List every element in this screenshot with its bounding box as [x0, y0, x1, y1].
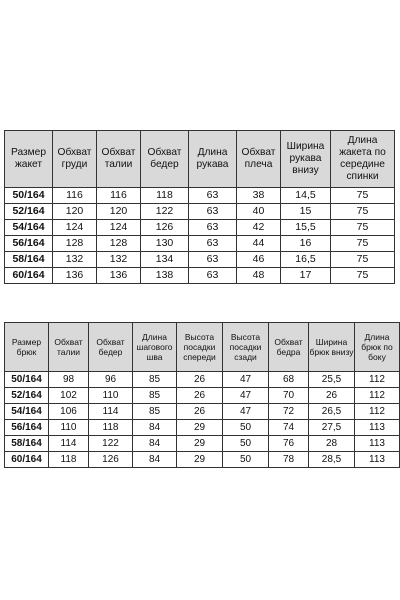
table-cell: 47: [223, 388, 269, 404]
table-cell: 28: [309, 436, 355, 452]
jacket-header-hips: Обхват бедер: [141, 131, 189, 188]
table-row: [5, 388, 400, 404]
table-cell: 112: [355, 404, 400, 420]
table-cell: 17: [281, 268, 331, 284]
jacket-header-waist: Обхват талии: [97, 131, 141, 188]
table-cell: 50: [223, 420, 269, 436]
size-cell: 54/164: [5, 220, 53, 236]
table-cell: 76: [269, 436, 309, 452]
table-cell: 132: [53, 252, 97, 268]
table-cell: 63: [189, 252, 237, 268]
table-cell: 50: [223, 436, 269, 452]
table-cell: 29: [177, 420, 223, 436]
table-cell: 50: [223, 452, 269, 468]
table-cell: 128: [97, 236, 141, 252]
jacket-header-back-length: Длина жакета по середине спинки: [331, 131, 395, 188]
table-cell: 46: [237, 252, 281, 268]
pants-table-body: [5, 372, 400, 468]
table-cell: 85: [133, 372, 177, 388]
table-row: [5, 452, 400, 468]
table-cell: 114: [89, 404, 133, 420]
table-cell: 98: [49, 372, 89, 388]
table-cell: 75: [331, 220, 395, 236]
table-cell: 84: [133, 436, 177, 452]
table-cell: 29: [177, 436, 223, 452]
table-cell: 118: [141, 188, 189, 204]
table-cell: 136: [97, 268, 141, 284]
table-cell: 118: [89, 420, 133, 436]
size-cell: 52/164: [5, 388, 49, 404]
table-cell: 134: [141, 252, 189, 268]
table-cell: 124: [53, 220, 97, 236]
table-row: [5, 236, 395, 252]
table-cell: 106: [49, 404, 89, 420]
pants-header-waist: Обхват талии: [49, 323, 89, 372]
jacket-header-row: [5, 131, 395, 188]
pants-header-row: [5, 323, 400, 372]
table-row: [5, 188, 395, 204]
table-cell: 112: [355, 388, 400, 404]
pants-header-thigh: Обхват бедра: [269, 323, 309, 372]
table-cell: 26: [309, 388, 355, 404]
table-row: [5, 404, 400, 420]
table-cell: 128: [53, 236, 97, 252]
table-cell: 130: [141, 236, 189, 252]
table-cell: 113: [355, 420, 400, 436]
jacket-header-sleeve-length: Длина рукава: [189, 131, 237, 188]
table-cell: 75: [331, 236, 395, 252]
size-cell: 56/164: [5, 420, 49, 436]
table-cell: 63: [189, 268, 237, 284]
table-cell: 113: [355, 452, 400, 468]
pants-header-hem-width: Ширина брюк внизу: [309, 323, 355, 372]
table-cell: 63: [189, 236, 237, 252]
table-cell: 116: [53, 188, 97, 204]
pants-header-side-length: Длина брюк по боку: [355, 323, 400, 372]
table-cell: 84: [133, 452, 177, 468]
table-cell: 78: [269, 452, 309, 468]
pants-header-inseam: Длина шагового шва: [133, 323, 177, 372]
size-cell: 50/164: [5, 372, 49, 388]
table-row: [5, 220, 395, 236]
table-cell: 132: [97, 252, 141, 268]
size-cell: 60/164: [5, 452, 49, 468]
table-cell: 75: [331, 188, 395, 204]
pants-header-back-rise: Высота посадки сзади: [223, 323, 269, 372]
table-cell: 120: [53, 204, 97, 220]
table-cell: 68: [269, 372, 309, 388]
table-cell: 38: [237, 188, 281, 204]
table-cell: 63: [189, 204, 237, 220]
size-cell: 58/164: [5, 436, 49, 452]
table-cell: 26: [177, 404, 223, 420]
table-row: [5, 372, 400, 388]
jacket-header-chest: Обхват груди: [53, 131, 97, 188]
table-cell: 15,5: [281, 220, 331, 236]
table-cell: 126: [89, 452, 133, 468]
table-cell: 118: [49, 452, 89, 468]
table-cell: 29: [177, 452, 223, 468]
table-cell: 75: [331, 252, 395, 268]
table-cell: 47: [223, 372, 269, 388]
table-row: [5, 268, 395, 284]
table-cell: 84: [133, 420, 177, 436]
size-cell: 58/164: [5, 252, 53, 268]
table-cell: 14,5: [281, 188, 331, 204]
table-cell: 63: [189, 220, 237, 236]
size-cell: 60/164: [5, 268, 53, 284]
size-cell: 54/164: [5, 404, 49, 420]
jacket-header-shoulder: Обхват плеча: [237, 131, 281, 188]
jacket-header-sleeve-width: Ширина рукава внизу: [281, 131, 331, 188]
table-cell: 85: [133, 388, 177, 404]
pants-header-size: Размер брюк: [5, 323, 49, 372]
table-cell: 28,5: [309, 452, 355, 468]
table-cell: 26: [177, 388, 223, 404]
table-cell: 70: [269, 388, 309, 404]
table-cell: 75: [331, 204, 395, 220]
pants-header-front-rise: Высота посадки спереди: [177, 323, 223, 372]
table-cell: 16,5: [281, 252, 331, 268]
table-row: [5, 252, 395, 268]
table-cell: 74: [269, 420, 309, 436]
table-row: [5, 204, 395, 220]
pants-size-table: [4, 322, 400, 468]
table-cell: 40: [237, 204, 281, 220]
table-cell: 126: [141, 220, 189, 236]
table-row: [5, 436, 400, 452]
table-cell: 42: [237, 220, 281, 236]
table-cell: 110: [49, 420, 89, 436]
table-cell: 112: [355, 372, 400, 388]
table-cell: 102: [49, 388, 89, 404]
table-cell: 122: [89, 436, 133, 452]
table-cell: 63: [189, 188, 237, 204]
size-cell: 56/164: [5, 236, 53, 252]
pants-header-hips: Обхват бедер: [89, 323, 133, 372]
table-cell: 26,5: [309, 404, 355, 420]
size-cell: 52/164: [5, 204, 53, 220]
table-cell: 72: [269, 404, 309, 420]
table-cell: 15: [281, 204, 331, 220]
table-cell: 110: [89, 388, 133, 404]
table-cell: 114: [49, 436, 89, 452]
table-cell: 136: [53, 268, 97, 284]
table-cell: 120: [97, 204, 141, 220]
table-cell: 25,5: [309, 372, 355, 388]
table-cell: 85: [133, 404, 177, 420]
table-cell: 124: [97, 220, 141, 236]
table-cell: 116: [97, 188, 141, 204]
table-cell: 75: [331, 268, 395, 284]
table-cell: 44: [237, 236, 281, 252]
table-cell: 48: [237, 268, 281, 284]
table-cell: 96: [89, 372, 133, 388]
table-cell: 26: [177, 372, 223, 388]
jacket-table-body: [5, 188, 395, 284]
jacket-header-size: Размер жакет: [5, 131, 53, 188]
table-cell: 138: [141, 268, 189, 284]
table-row: [5, 420, 400, 436]
table-cell: 16: [281, 236, 331, 252]
table-cell: 122: [141, 204, 189, 220]
table-cell: 27,5: [309, 420, 355, 436]
table-cell: 113: [355, 436, 400, 452]
jacket-size-table: [4, 130, 395, 284]
table-cell: 47: [223, 404, 269, 420]
size-cell: 50/164: [5, 188, 53, 204]
